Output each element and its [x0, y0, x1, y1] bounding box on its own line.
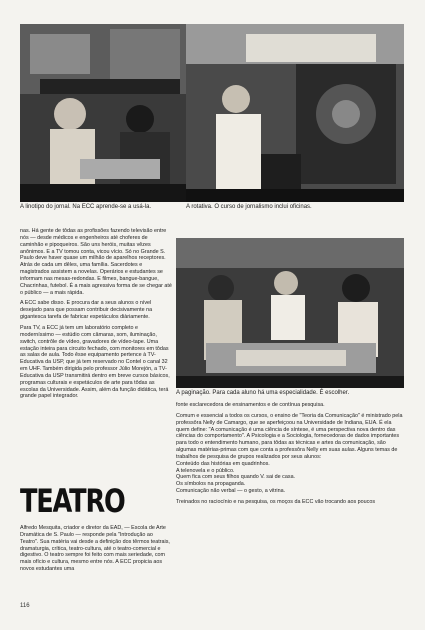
right-paragraph-3: Conteúdo das histórias em quadrinhos. [176, 460, 270, 467]
rotary-caption: A rotativa. O curso de jornalismo inclui oficinas. [186, 204, 312, 210]
teatro-column [20, 525, 172, 577]
linotype-caption: A linotipo do jornal. Na ECC aprende-se a usá-la. [20, 204, 152, 210]
left-paragraph-2: A ECC sabe disso. E procura dar a seus alunos o nível desejado para que possam contribuir decisivamente na gigantesca tarefa de fabricar espetáculos diàriamente. [20, 300, 153, 321]
right-paragraph-4: A telenovela e o público. [176, 467, 235, 474]
teatro-paragraph-1: Alfredo Mesquita, criador e diretor da EAD, — Escola de Arte Dramática de S. Paulo — responde pela "Introdução ao Teatro". Sua matéria vai desde a definição dos têrmos teatrais, dramaturgia, crítica, teatro-cultura, até o teatro-comercial e digestivo. O teatro sempre foi feito com mais seriedade, com mais ofício e cultura, mesmo entre nós. A ECC propicia aos novos estudantes uma [20, 525, 170, 573]
right-paragraph-5: Quem fica com seus filhos quando V. sai de casa. [176, 474, 296, 481]
right-paragraph-1: fonte esclarecedora de ensinamentos e de contínua pesquisa. [176, 402, 325, 408]
section-heading-teatro: TEATRO [20, 482, 125, 520]
right-paragraph-6: Os símbolos na propaganda. [176, 481, 246, 488]
rotary-photo [186, 24, 404, 202]
left-paragraph-3: Para TV, a ECC já tem um laboratório completo e moderníssimo — estúdio com câmaras, som, iluminação, switch, contrôle de vídeo, gravadores de vídeo-tape. Uma estação inteira para circuito fechado, com monitores em tôdas as salas de aula. Todo êsse equipamento pertence à TV-Educativa da USP, que já tem reservado no Contel o canal 32 em UHF. Também dirigida pelo professor Júlio Morejón, a TV-Educativa da USP transmitirá dentro em breve cursos básicos, programas culturais e espetáculos de arte para tôdas as escolas da Universidade. Assim, além da função didática, terá grande papel integrador. [20, 324, 170, 400]
pagination-caption: A paginação. Para cada aluno há uma especialidade. É escolher. [176, 390, 350, 396]
right-paragraph-7: Comunicação não verbal — o gesto, a vitrina. [176, 488, 286, 495]
left-paragraph-1: nas. Há gente de tôdas as profissões fazendo televisão entre nós — desde médicos e engenheiros até choferes de caminhão e pipoqueiros. São uns heróis, muitas vêzes anônimos. E a TV tomou conta, vicou vício. Só no Grande S. Paulo deve haver quase um milhão de aparelhos receptores. Atrás de cada um dêles, uma família. Sacerdotes e magistrados assistem a novelas. Operários e estudantes se informam nas mesas-redondas. E filmes, bangue-bangue, Chacrinhas, futebol. É a mais agressiva forma de se chegar até o público — a mais rápida. [20, 228, 172, 296]
left-column [20, 228, 172, 404]
linotype-photo [20, 24, 198, 202]
right-paragraph-8: Treinados no raciocínio e na pesquisa, os moços da ECC vão trocando aos poucos [176, 498, 376, 505]
right-paragraph-2: Comum e essencial a todos os cursos, o ensino de "Teoria da Comunicação" é ministrado pela professôra Nelly de Camargo, que se aperfeiçoou na Universidade de Indiana, EUA. É ela quem define: "A comunicação é uma ciência de síntese, é uma perspectiva nova dentro das ciências do comportamento". A Psicologia e a Sociologia, fornecedoras de dados importantes para todo o entendimento humano, para tôdas as técnicas e artes da comunicação, são algumas matérias-primas com que conta a professôra Nelly em suas aulas. Alguns temas de trabalhos de pesquisa de grupos realizados por seus alunos: [176, 412, 403, 460]
pagination-photo [176, 238, 404, 388]
page-number: 116 [20, 603, 30, 609]
right-column [176, 402, 404, 510]
